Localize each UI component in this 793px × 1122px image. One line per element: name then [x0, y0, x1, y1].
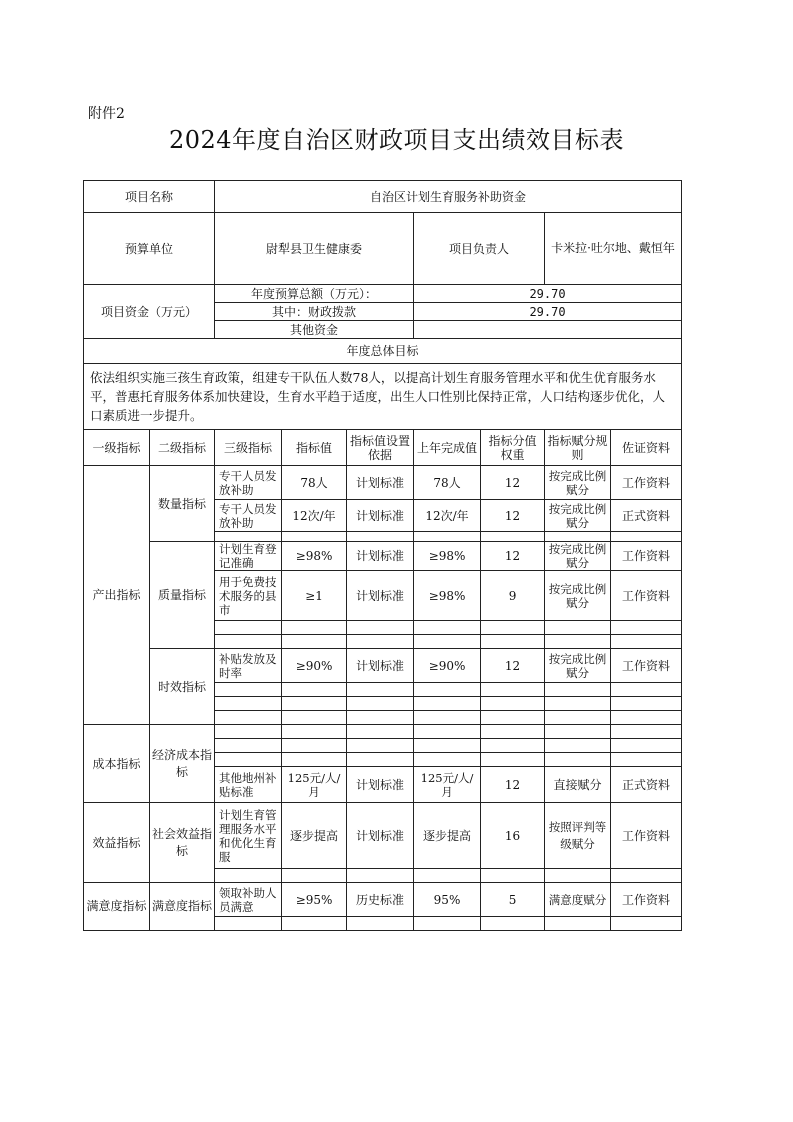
indicator-value: 125元/人/月 [282, 767, 347, 803]
indicator-evidence: 工作资料 [611, 466, 682, 500]
level2-social-benefit: 社会效益指标 [150, 803, 215, 883]
indicator-name: 计划生育登记准确 [215, 542, 282, 571]
goal-header-row [84, 339, 682, 364]
indicator-evidence: 正式资料 [611, 500, 682, 532]
indicator-last: ≥90% [414, 649, 481, 683]
goal-label: 年度总体目标 [84, 339, 682, 364]
budget-unit-label: 预算单位 [84, 213, 215, 285]
project-name-value: 自治区计划生育服务补助资金 [215, 181, 682, 213]
indicator-weight: 16 [481, 803, 545, 869]
indicator-rule: 按完成比例赋分 [545, 649, 611, 683]
header-weight: 指标分值权重 [481, 430, 545, 466]
project-name-row [84, 181, 682, 213]
indicator-last: 12次/年 [414, 500, 481, 532]
project-name-label: 项目名称 [84, 181, 215, 213]
indicator-last: ≥98% [414, 571, 481, 621]
indicator-value: ≥98% [282, 542, 347, 571]
indicator-basis: 计划标准 [347, 542, 414, 571]
indicator-evidence: 工作资料 [611, 571, 682, 621]
indicator-basis: 计划标准 [347, 571, 414, 621]
budget-unit-row [84, 213, 682, 285]
indicator-rule: 按完成比例赋分 [545, 466, 611, 500]
header-level2: 二级指标 [150, 430, 215, 466]
indicator-rule: 按完成比例赋分 [545, 500, 611, 532]
indicator-weight: 12 [481, 649, 545, 683]
level2-quantity: 数量指标 [150, 466, 215, 542]
indicator-name: 用于免费技术服务的县市 [215, 571, 282, 621]
indicator-evidence: 工作资料 [611, 883, 682, 917]
project-leader-value: 卡米拉·吐尔地、戴恒年 [545, 213, 682, 285]
funds-other-value [414, 321, 682, 339]
indicator-value: ≥1 [282, 571, 347, 621]
indicator-rule: 满意度赋分 [545, 883, 611, 917]
indicator-rule: 直接赋分 [545, 767, 611, 803]
funds-other-label: 其他资金 [215, 321, 414, 339]
page-title: 2024年度自治区财政项目支出绩效目标表 [168, 126, 625, 154]
indicator-basis: 计划标准 [347, 500, 414, 532]
level2-satisfaction: 满意度指标 [150, 883, 215, 931]
project-leader-label: 项目负责人 [414, 213, 545, 285]
funds-fiscal-label: 其中：财政拨款 [215, 303, 414, 321]
indicator-last: 78人 [414, 466, 481, 500]
level1-output: 产出指标 [84, 466, 150, 725]
indicator-last: 逐步提高 [414, 803, 481, 869]
table-row [84, 883, 682, 917]
funds-total-label: 年度预算总额（万元）： [215, 285, 414, 303]
indicator-weight: 12 [481, 767, 545, 803]
indicator-value: 12次/年 [282, 500, 347, 532]
funds-total-row [84, 285, 682, 303]
indicator-evidence: 工作资料 [611, 649, 682, 683]
indicator-name: 专干人员发放补助 [215, 500, 282, 532]
goal-text-row [84, 364, 682, 430]
indicator-last: 95% [414, 883, 481, 917]
indicator-basis: 计划标准 [347, 466, 414, 500]
indicator-weight: 12 [481, 500, 545, 532]
header-row [84, 430, 682, 466]
attachment-label: 附件2 [88, 106, 125, 122]
indicator-weight: 5 [481, 883, 545, 917]
indicator-name: 补贴发放及时率 [215, 649, 282, 683]
header-evidence: 佐证资料 [611, 430, 682, 466]
header-rule: 指标赋分规则 [545, 430, 611, 466]
level1-satisfaction: 满意度指标 [84, 883, 150, 931]
indicator-last: ≥98% [414, 542, 481, 571]
table-row-empty [84, 725, 682, 739]
level2-timeliness: 时效指标 [150, 649, 215, 725]
level1-benefit: 效益指标 [84, 803, 150, 883]
indicator-rule: 按完成比例赋分 [545, 571, 611, 621]
header-level1: 一级指标 [84, 430, 150, 466]
level2-quality: 质量指标 [150, 542, 215, 649]
table-row [84, 649, 682, 683]
indicator-name: 其他地州补贴标准 [215, 767, 282, 803]
table-row [84, 803, 682, 869]
performance-table [83, 180, 682, 931]
indicator-name: 领取补助人员满意 [215, 883, 282, 917]
indicator-value: 78人 [282, 466, 347, 500]
indicator-evidence: 工作资料 [611, 803, 682, 869]
indicator-evidence: 工作资料 [611, 542, 682, 571]
indicator-name: 专干人员发放补助 [215, 466, 282, 500]
indicator-basis: 计划标准 [347, 649, 414, 683]
indicator-rule: 按照评判等级赋分 [545, 803, 611, 869]
budget-unit-value: 尉犁县卫生健康委 [215, 213, 414, 285]
funds-fiscal-value: 29.70 [414, 303, 682, 321]
header-last-year: 上年完成值 [414, 430, 481, 466]
indicator-weight: 9 [481, 571, 545, 621]
indicator-last: 125元/人/月 [414, 767, 481, 803]
goal-text: 依法组织实施三孩生育政策，组建专干队伍人数78人，以提高计划生育服务管理水平和优生优育服务水平，普惠托育服务体系加快建设，生育水平趋于适度，出生人口性别比保持正常，人口结构逐步优化，人口素质进一步提升。 [84, 364, 682, 430]
indicator-name: 计划生育管理服务水平和优化生育服 [215, 803, 282, 869]
table-row [84, 542, 682, 571]
level2-economic-cost: 经济成本指标 [150, 725, 215, 803]
indicator-evidence: 正式资料 [611, 767, 682, 803]
indicator-basis: 计划标准 [347, 803, 414, 869]
funds-total-value: 29.70 [414, 285, 682, 303]
funds-label: 项目资金（万元） [84, 285, 215, 339]
header-value: 指标值 [282, 430, 347, 466]
indicator-rule: 按完成比例赋分 [545, 542, 611, 571]
indicator-basis: 历史标准 [347, 883, 414, 917]
indicator-value: ≥90% [282, 649, 347, 683]
level1-cost: 成本指标 [84, 725, 150, 803]
header-basis: 指标值设置依据 [347, 430, 414, 466]
header-level3: 三级指标 [215, 430, 282, 466]
indicator-weight: 12 [481, 466, 545, 500]
indicator-weight: 12 [481, 542, 545, 571]
indicator-value: 逐步提高 [282, 803, 347, 869]
indicator-value: ≥95% [282, 883, 347, 917]
indicator-basis: 计划标准 [347, 767, 414, 803]
table-row [84, 466, 682, 500]
